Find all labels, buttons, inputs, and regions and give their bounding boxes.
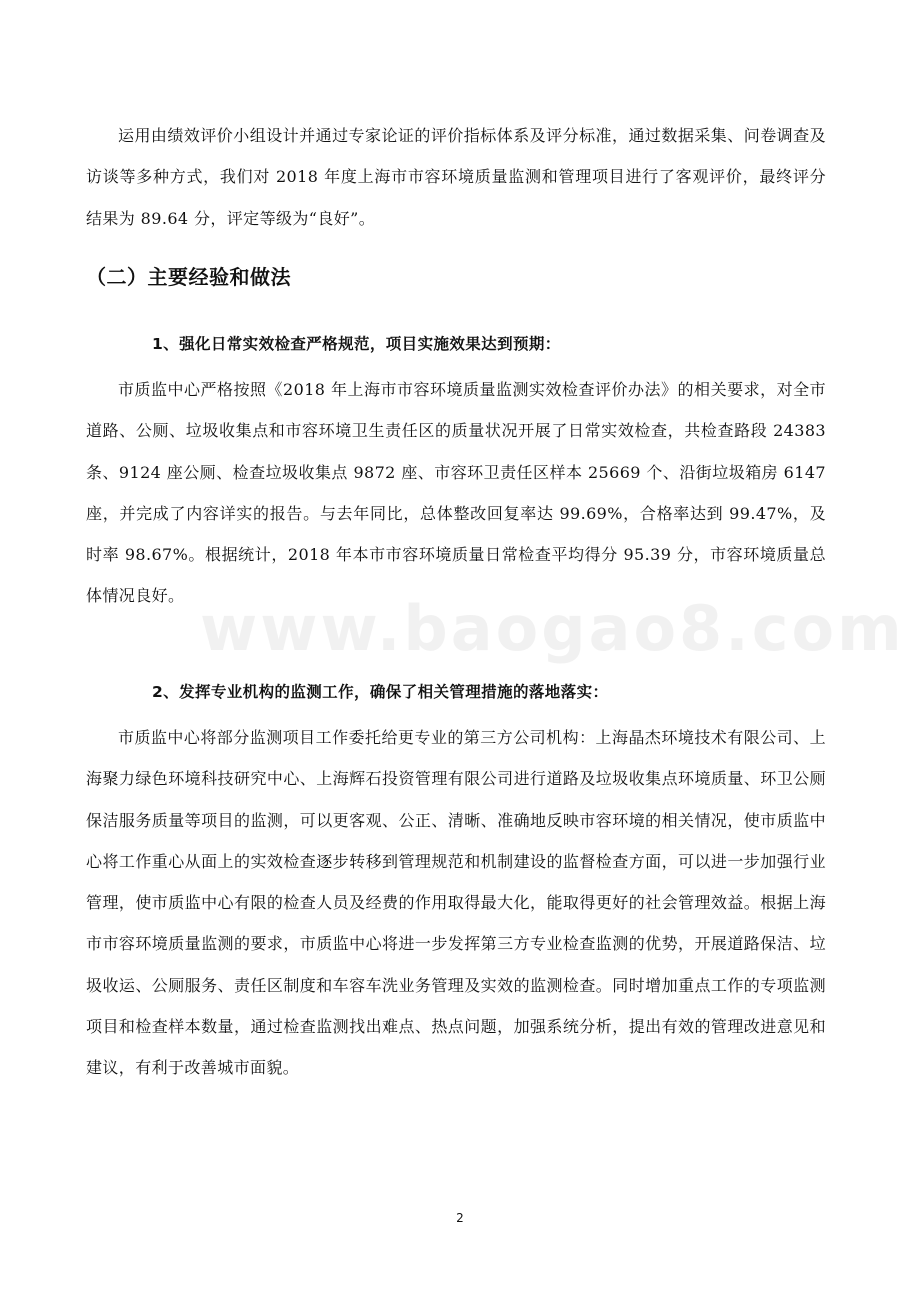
paragraph-evaluation-summary: 运用由绩效评价小组设计并通过专家论证的评价指标体系及评分标准，通过数据采集、问卷调查及访谈等多种方式，我们对 2018 年度上海市市容环境质量监测和管理项目进行了客观评价，最终评分结果为 89.64 分，评定等级为“良好”。 <box>86 126 826 228</box>
section-heading: （二）主要经验和做法 <box>86 265 291 289</box>
watermark: www.baogao8.com <box>200 592 905 665</box>
subheading-daily-inspection: 1、强化日常实效检查严格规范，项目实施效果达到预期： <box>152 335 561 353</box>
subheading-professional-monitoring: 2、发挥专业机构的监测工作，确保了相关管理措施的落地落实： <box>152 683 609 701</box>
paragraph-daily-inspection: 市质监中心严格按照《2018 年上海市市容环境质量监测实效检查评价办法》的相关要求，对全市道路、公厕、垃圾收集点和市容环境卫生责任区的质量状况开展了日常实效检查，共检查路段 24383 条、9124 座公厕、检查垃圾收集点 9872 座、市容环卫责任区样本 25669 个、沿街垃圾箱房 6147 座，并完成了内容详实的报告。与去年同比，总体整改回复率达 99.69%，合格率达到 99.47%，及时率 98.67%。根据统计，2018 年本市市容环境质量日常检查平均得分 95.39 分，市容环境质量总体情况良好。 <box>86 380 826 606</box>
paragraph-professional-monitoring: 市质监中心将部分监测项目工作委托给更专业的第三方公司机构：上海晶杰环境技术有限公司、上海聚力绿色环境科技研究中心、上海辉石投资管理有限公司进行道路及垃圾收集点环境质量、环卫公厕保洁服务质量等项目的监测，可以更客观、公正、清晰、准确地反映市容环境的相关情况，使市质监中心将工作重心从面上的实效检查逐步转移到管理规范和机制建设的监督检查方面，可以进一步加强行业管理，使市质监中心有限的检查人员及经费的作用取得最大化，能取得更好的社会管理效益。根据上海市市容环境质量监测的要求，市质监中心将进一步发挥第三方专业检查监测的优势，开展道路保洁、垃圾收运、公厕服务、责任区制度和车容车洗业务管理及实效的监测检查。同时增加重点工作的专项监测项目和检查样本数量，通过检查监测找出难点、热点问题，加强系统分析，提出有效的管理改进意见和建议，有利于改善城市面貌。 <box>86 728 826 1078</box>
page-number: 2 <box>456 1211 464 1225</box>
